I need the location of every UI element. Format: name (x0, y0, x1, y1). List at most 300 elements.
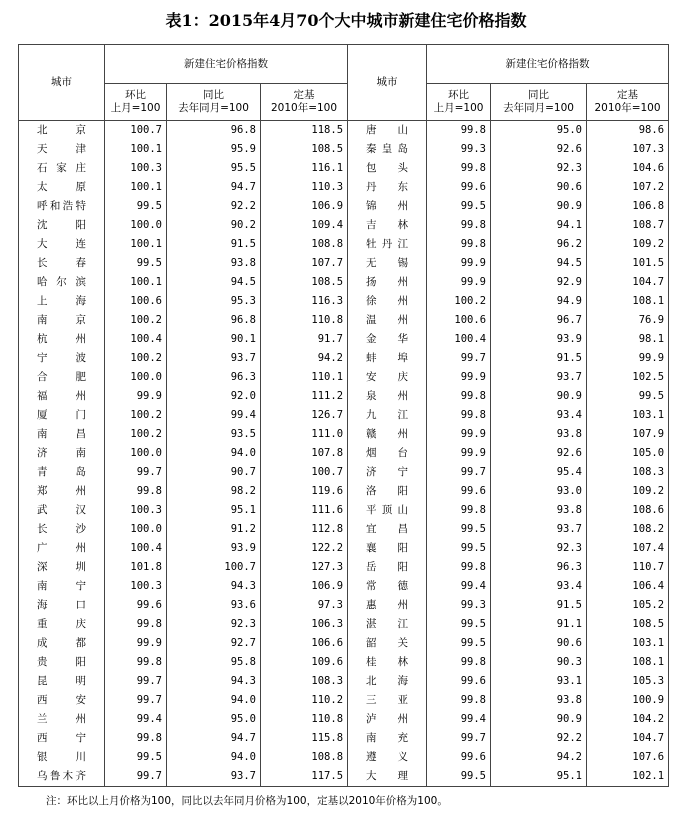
right-base-cell: 101.5 (587, 254, 669, 273)
right-mom-cell: 99.5 (427, 634, 491, 653)
right-mom-cell: 99.5 (427, 520, 491, 539)
right-mom-cell: 100.4 (427, 330, 491, 349)
left-mom-cell: 99.5 (105, 254, 167, 273)
right-yoy-cell: 92.3 (491, 159, 587, 178)
right-mom-cell: 99.7 (427, 349, 491, 368)
right-base-cell: 108.7 (587, 216, 669, 235)
left-yoy-cell: 94.0 (167, 748, 261, 767)
left-base-cell: 110.8 (261, 710, 348, 729)
price-index-table (18, 44, 669, 787)
right-base-cell: 109.2 (587, 235, 669, 254)
right-city-cell: 北海 (348, 672, 427, 691)
right-city-cell: 济宁 (348, 463, 427, 482)
left-base-cell: 107.8 (261, 444, 348, 463)
left-city-cell: 北京 (19, 121, 105, 141)
left-base-cell: 111.2 (261, 387, 348, 406)
right-yoy-cell: 95.1 (491, 767, 587, 787)
right-base-cell: 106.8 (587, 197, 669, 216)
left-city-cell: 长沙 (19, 520, 105, 539)
right-yoy-cell: 90.3 (491, 653, 587, 672)
table-row (19, 425, 669, 444)
left-yoy-cell: 100.7 (167, 558, 261, 577)
left-mom-cell: 99.8 (105, 653, 167, 672)
table-row (19, 539, 669, 558)
right-base-cell: 107.9 (587, 425, 669, 444)
header-mom-left: 环比 上月=100 (105, 84, 167, 121)
left-yoy-cell: 92.3 (167, 615, 261, 634)
left-city-cell: 乌鲁木齐 (19, 767, 105, 787)
right-mom-cell: 99.9 (427, 254, 491, 273)
right-yoy-cell: 91.5 (491, 349, 587, 368)
right-city-cell: 泸州 (348, 710, 427, 729)
left-base-cell: 118.5 (261, 121, 348, 141)
left-base-cell: 110.2 (261, 691, 348, 710)
right-yoy-cell: 95.0 (491, 121, 587, 141)
left-city-cell: 上海 (19, 292, 105, 311)
left-base-cell: 116.1 (261, 159, 348, 178)
right-city-cell: 金华 (348, 330, 427, 349)
right-mom-cell: 99.7 (427, 463, 491, 482)
left-base-cell: 119.6 (261, 482, 348, 501)
table-row (19, 273, 669, 292)
left-base-cell: 112.8 (261, 520, 348, 539)
right-mom-cell: 99.3 (427, 140, 491, 159)
left-yoy-cell: 94.0 (167, 444, 261, 463)
left-yoy-cell: 98.2 (167, 482, 261, 501)
left-city-cell: 福州 (19, 387, 105, 406)
left-mom-cell: 99.8 (105, 482, 167, 501)
right-city-cell: 三亚 (348, 691, 427, 710)
left-city-cell: 武汉 (19, 501, 105, 520)
left-city-cell: 深圳 (19, 558, 105, 577)
table-row (19, 767, 669, 787)
left-yoy-cell: 92.7 (167, 634, 261, 653)
left-base-cell: 110.1 (261, 368, 348, 387)
right-base-cell: 110.7 (587, 558, 669, 577)
left-mom-cell: 100.1 (105, 140, 167, 159)
left-yoy-cell: 96.8 (167, 311, 261, 330)
left-city-cell: 南宁 (19, 577, 105, 596)
left-base-cell: 111.0 (261, 425, 348, 444)
right-yoy-cell: 93.8 (491, 691, 587, 710)
right-yoy-cell: 96.2 (491, 235, 587, 254)
right-mom-cell: 99.8 (427, 691, 491, 710)
header-mom-right: 环比 上月=100 (427, 84, 491, 121)
table-row (19, 330, 669, 349)
right-city-cell: 宜昌 (348, 520, 427, 539)
right-yoy-cell: 90.6 (491, 178, 587, 197)
right-yoy-cell: 93.1 (491, 672, 587, 691)
right-mom-cell: 99.8 (427, 558, 491, 577)
right-base-cell: 108.3 (587, 463, 669, 482)
table-row (19, 501, 669, 520)
right-mom-cell: 99.6 (427, 748, 491, 767)
right-yoy-cell: 92.2 (491, 729, 587, 748)
left-city-cell: 合肥 (19, 368, 105, 387)
right-base-cell: 102.1 (587, 767, 669, 787)
left-mom-cell: 100.0 (105, 444, 167, 463)
left-city-cell: 天津 (19, 140, 105, 159)
table-row (19, 349, 669, 368)
right-base-cell: 105.3 (587, 672, 669, 691)
left-yoy-cell: 90.1 (167, 330, 261, 349)
table-row (19, 159, 669, 178)
left-mom-cell: 100.7 (105, 121, 167, 141)
left-base-cell: 97.3 (261, 596, 348, 615)
left-mom-cell: 99.7 (105, 672, 167, 691)
left-yoy-cell: 90.7 (167, 463, 261, 482)
right-city-cell: 岳阳 (348, 558, 427, 577)
right-yoy-cell: 90.9 (491, 197, 587, 216)
left-city-cell: 大连 (19, 235, 105, 254)
right-city-cell: 襄阳 (348, 539, 427, 558)
left-base-cell: 91.7 (261, 330, 348, 349)
left-base-cell: 115.8 (261, 729, 348, 748)
right-base-cell: 105.0 (587, 444, 669, 463)
left-base-cell: 116.3 (261, 292, 348, 311)
header-base-right: 定基 2010年=100 (587, 84, 669, 121)
table-row (19, 444, 669, 463)
right-yoy-cell: 90.9 (491, 710, 587, 729)
left-base-cell: 122.2 (261, 539, 348, 558)
right-city-cell: 包头 (348, 159, 427, 178)
right-base-cell: 98.1 (587, 330, 669, 349)
left-yoy-cell: 95.8 (167, 653, 261, 672)
right-base-cell: 99.9 (587, 349, 669, 368)
right-city-cell: 烟台 (348, 444, 427, 463)
right-city-cell: 蚌埠 (348, 349, 427, 368)
right-yoy-cell: 92.6 (491, 140, 587, 159)
right-base-cell: 107.3 (587, 140, 669, 159)
right-base-cell: 109.2 (587, 482, 669, 501)
right-yoy-cell: 92.6 (491, 444, 587, 463)
left-city-cell: 杭州 (19, 330, 105, 349)
right-city-cell: 泉州 (348, 387, 427, 406)
right-mom-cell: 99.5 (427, 197, 491, 216)
right-city-cell: 南充 (348, 729, 427, 748)
left-yoy-cell: 90.2 (167, 216, 261, 235)
right-city-cell: 无锡 (348, 254, 427, 273)
left-city-cell: 哈尔滨 (19, 273, 105, 292)
left-base-cell: 127.3 (261, 558, 348, 577)
right-base-cell: 108.2 (587, 520, 669, 539)
left-base-cell: 109.6 (261, 653, 348, 672)
right-yoy-cell: 96.7 (491, 311, 587, 330)
right-base-cell: 104.6 (587, 159, 669, 178)
right-yoy-cell: 96.3 (491, 558, 587, 577)
left-yoy-cell: 93.7 (167, 349, 261, 368)
right-base-cell: 98.6 (587, 121, 669, 141)
left-mom-cell: 99.9 (105, 634, 167, 653)
table-row (19, 292, 669, 311)
right-yoy-cell: 93.0 (491, 482, 587, 501)
right-yoy-cell: 93.4 (491, 406, 587, 425)
left-mom-cell: 99.5 (105, 748, 167, 767)
right-city-cell: 平顶山 (348, 501, 427, 520)
left-mom-cell: 100.6 (105, 292, 167, 311)
left-yoy-cell: 96.8 (167, 121, 261, 141)
table-row (19, 520, 669, 539)
header-group-left: 新建住宅价格指数 (105, 45, 348, 84)
left-base-cell: 126.7 (261, 406, 348, 425)
left-mom-cell: 100.1 (105, 178, 167, 197)
right-city-cell: 大理 (348, 767, 427, 787)
right-city-cell: 吉林 (348, 216, 427, 235)
left-yoy-cell: 92.0 (167, 387, 261, 406)
right-city-cell: 韶关 (348, 634, 427, 653)
left-yoy-cell: 94.3 (167, 577, 261, 596)
right-yoy-cell: 94.1 (491, 216, 587, 235)
right-city-cell: 秦皇岛 (348, 140, 427, 159)
left-base-cell: 108.5 (261, 273, 348, 292)
right-mom-cell: 99.6 (427, 178, 491, 197)
right-base-cell: 76.9 (587, 311, 669, 330)
left-mom-cell: 99.9 (105, 387, 167, 406)
left-mom-cell: 100.3 (105, 577, 167, 596)
table-row (19, 254, 669, 273)
left-yoy-cell: 95.9 (167, 140, 261, 159)
table-row (19, 197, 669, 216)
right-mom-cell: 100.2 (427, 292, 491, 311)
right-yoy-cell: 94.2 (491, 748, 587, 767)
right-city-cell: 遵义 (348, 748, 427, 767)
left-mom-cell: 100.3 (105, 159, 167, 178)
left-mom-cell: 99.7 (105, 463, 167, 482)
right-yoy-cell: 93.7 (491, 520, 587, 539)
left-yoy-cell: 94.7 (167, 178, 261, 197)
table-row (19, 482, 669, 501)
right-yoy-cell: 90.9 (491, 387, 587, 406)
right-city-cell: 温州 (348, 311, 427, 330)
left-city-cell: 重庆 (19, 615, 105, 634)
table-row (19, 387, 669, 406)
table-row (19, 691, 669, 710)
left-base-cell: 110.3 (261, 178, 348, 197)
right-city-cell: 锦州 (348, 197, 427, 216)
left-mom-cell: 100.2 (105, 349, 167, 368)
right-yoy-cell: 91.5 (491, 596, 587, 615)
right-mom-cell: 99.7 (427, 729, 491, 748)
left-base-cell: 107.7 (261, 254, 348, 273)
left-mom-cell: 101.8 (105, 558, 167, 577)
right-city-cell: 常德 (348, 577, 427, 596)
right-base-cell: 103.1 (587, 634, 669, 653)
right-base-cell: 106.4 (587, 577, 669, 596)
right-base-cell: 105.2 (587, 596, 669, 615)
right-base-cell: 99.5 (587, 387, 669, 406)
right-base-cell: 102.5 (587, 368, 669, 387)
right-mom-cell: 99.8 (427, 387, 491, 406)
left-base-cell: 100.7 (261, 463, 348, 482)
table-body (19, 121, 669, 787)
header-city-right: 城市 (348, 45, 427, 121)
right-mom-cell: 99.6 (427, 672, 491, 691)
table-row (19, 558, 669, 577)
left-city-cell: 昆明 (19, 672, 105, 691)
right-mom-cell: 99.8 (427, 216, 491, 235)
right-city-cell: 惠州 (348, 596, 427, 615)
left-mom-cell: 100.2 (105, 406, 167, 425)
right-yoy-cell: 95.4 (491, 463, 587, 482)
right-base-cell: 107.6 (587, 748, 669, 767)
right-yoy-cell: 94.5 (491, 254, 587, 273)
right-city-cell: 牡丹江 (348, 235, 427, 254)
table-row (19, 140, 669, 159)
left-yoy-cell: 94.3 (167, 672, 261, 691)
right-city-cell: 徐州 (348, 292, 427, 311)
table-row (19, 178, 669, 197)
header-base-left: 定基 2010年=100 (261, 84, 348, 121)
left-mom-cell: 99.6 (105, 596, 167, 615)
left-yoy-cell: 94.5 (167, 273, 261, 292)
left-yoy-cell: 93.8 (167, 254, 261, 273)
right-mom-cell: 99.5 (427, 767, 491, 787)
left-mom-cell: 100.1 (105, 235, 167, 254)
left-base-cell: 94.2 (261, 349, 348, 368)
right-yoy-cell: 94.9 (491, 292, 587, 311)
left-city-cell: 海口 (19, 596, 105, 615)
left-yoy-cell: 96.3 (167, 368, 261, 387)
header-group-right: 新建住宅价格指数 (427, 45, 669, 84)
table-row (19, 615, 669, 634)
left-yoy-cell: 93.6 (167, 596, 261, 615)
right-base-cell: 108.6 (587, 501, 669, 520)
header-yoy-left: 同比 去年同月=100 (167, 84, 261, 121)
left-base-cell: 108.8 (261, 235, 348, 254)
table-row (19, 121, 669, 141)
right-mom-cell: 99.8 (427, 653, 491, 672)
right-yoy-cell: 91.1 (491, 615, 587, 634)
left-base-cell: 106.6 (261, 634, 348, 653)
right-base-cell: 107.4 (587, 539, 669, 558)
right-mom-cell: 99.9 (427, 273, 491, 292)
left-mom-cell: 100.2 (105, 311, 167, 330)
left-yoy-cell: 91.2 (167, 520, 261, 539)
right-base-cell: 107.2 (587, 178, 669, 197)
left-city-cell: 郑州 (19, 482, 105, 501)
right-mom-cell: 99.8 (427, 406, 491, 425)
table-row (19, 634, 669, 653)
right-yoy-cell: 93.8 (491, 425, 587, 444)
left-mom-cell: 100.3 (105, 501, 167, 520)
right-mom-cell: 99.5 (427, 615, 491, 634)
left-base-cell: 117.5 (261, 767, 348, 787)
left-city-cell: 成都 (19, 634, 105, 653)
left-yoy-cell: 91.5 (167, 235, 261, 254)
right-base-cell: 104.7 (587, 273, 669, 292)
table-row (19, 368, 669, 387)
table-row (19, 748, 669, 767)
left-city-cell: 西宁 (19, 729, 105, 748)
right-mom-cell: 99.5 (427, 539, 491, 558)
left-mom-cell: 99.8 (105, 615, 167, 634)
left-city-cell: 沈阳 (19, 216, 105, 235)
left-mom-cell: 99.7 (105, 691, 167, 710)
right-base-cell: 100.9 (587, 691, 669, 710)
left-city-cell: 长春 (19, 254, 105, 273)
left-yoy-cell: 94.7 (167, 729, 261, 748)
right-city-cell: 湛江 (348, 615, 427, 634)
left-yoy-cell: 95.0 (167, 710, 261, 729)
left-base-cell: 108.5 (261, 140, 348, 159)
left-mom-cell: 100.2 (105, 425, 167, 444)
right-mom-cell: 99.8 (427, 121, 491, 141)
header-yoy-right: 同比 去年同月=100 (491, 84, 587, 121)
left-base-cell: 111.6 (261, 501, 348, 520)
left-yoy-cell: 95.1 (167, 501, 261, 520)
table-row (19, 729, 669, 748)
table-row (19, 216, 669, 235)
left-city-cell: 南昌 (19, 425, 105, 444)
left-city-cell: 南京 (19, 311, 105, 330)
right-yoy-cell: 92.3 (491, 539, 587, 558)
left-city-cell: 贵阳 (19, 653, 105, 672)
right-city-cell: 赣州 (348, 425, 427, 444)
left-yoy-cell: 93.9 (167, 539, 261, 558)
right-yoy-cell: 93.7 (491, 368, 587, 387)
left-base-cell: 110.8 (261, 311, 348, 330)
table-note: 注：环比以上月价格为100，同比以去年同月价格为100，定基以2010年价格为100。 (46, 795, 448, 807)
table-row (19, 311, 669, 330)
left-mom-cell: 99.5 (105, 197, 167, 216)
table-row (19, 710, 669, 729)
right-base-cell: 104.7 (587, 729, 669, 748)
right-base-cell: 108.5 (587, 615, 669, 634)
right-mom-cell: 99.9 (427, 368, 491, 387)
left-base-cell: 108.3 (261, 672, 348, 691)
header-city-left: 城市 (19, 45, 105, 121)
left-city-cell: 厦门 (19, 406, 105, 425)
table-title: 表1：2015年4月70个大中城市新建住宅价格指数 (165, 11, 527, 30)
table-row (19, 463, 669, 482)
left-city-cell: 青岛 (19, 463, 105, 482)
left-city-cell: 西安 (19, 691, 105, 710)
right-mom-cell: 99.3 (427, 596, 491, 615)
right-mom-cell: 99.8 (427, 159, 491, 178)
left-mom-cell: 99.8 (105, 729, 167, 748)
right-yoy-cell: 92.9 (491, 273, 587, 292)
right-mom-cell: 99.9 (427, 425, 491, 444)
left-city-cell: 宁波 (19, 349, 105, 368)
left-yoy-cell: 95.5 (167, 159, 261, 178)
right-mom-cell: 99.8 (427, 235, 491, 254)
right-mom-cell: 99.6 (427, 482, 491, 501)
table-row (19, 406, 669, 425)
right-mom-cell: 99.9 (427, 444, 491, 463)
right-city-cell: 洛阳 (348, 482, 427, 501)
right-base-cell: 108.1 (587, 653, 669, 672)
table-row (19, 672, 669, 691)
left-mom-cell: 100.0 (105, 216, 167, 235)
right-yoy-cell: 93.4 (491, 577, 587, 596)
left-yoy-cell: 94.0 (167, 691, 261, 710)
left-yoy-cell: 92.2 (167, 197, 261, 216)
right-city-cell: 九江 (348, 406, 427, 425)
right-yoy-cell: 93.8 (491, 501, 587, 520)
left-base-cell: 106.3 (261, 615, 348, 634)
left-yoy-cell: 93.7 (167, 767, 261, 787)
table-row (19, 653, 669, 672)
table-row (19, 577, 669, 596)
table-row (19, 596, 669, 615)
right-city-cell: 唐山 (348, 121, 427, 141)
right-mom-cell: 100.6 (427, 311, 491, 330)
right-base-cell: 103.1 (587, 406, 669, 425)
right-mom-cell: 99.8 (427, 501, 491, 520)
left-city-cell: 石家庄 (19, 159, 105, 178)
left-yoy-cell: 93.5 (167, 425, 261, 444)
left-base-cell: 108.8 (261, 748, 348, 767)
